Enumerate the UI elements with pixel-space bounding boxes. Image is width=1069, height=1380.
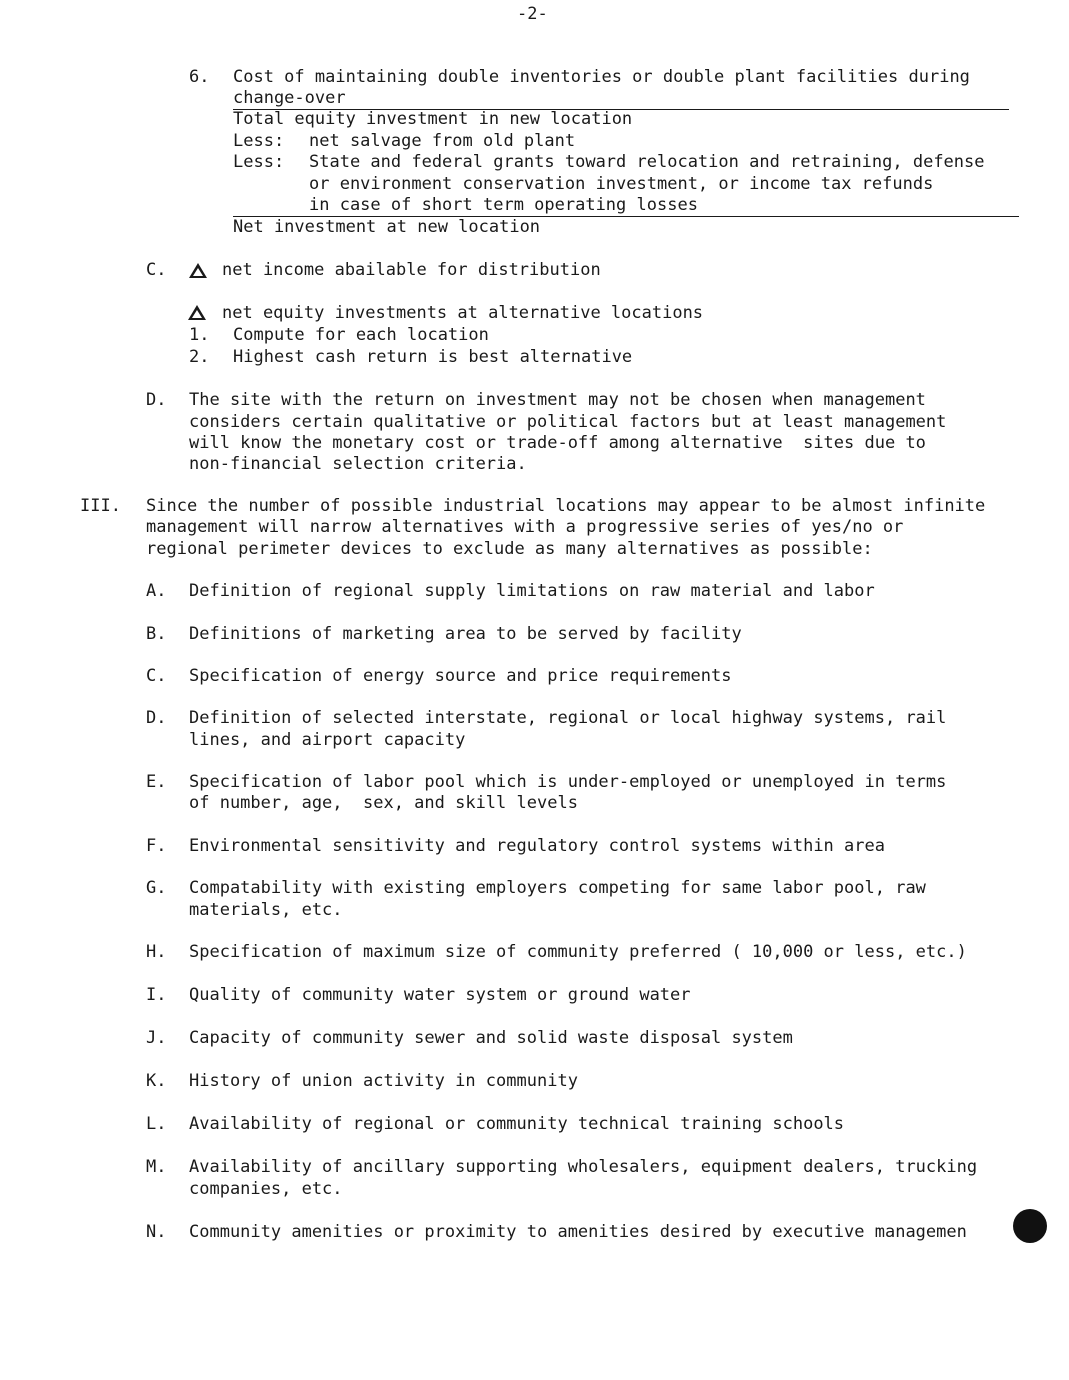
- item-6-line-2: change-over: [233, 88, 346, 108]
- section-d-letter: D.: [146, 390, 167, 410]
- item-h-letter: H.: [146, 942, 167, 962]
- less-1-label: Less:: [233, 131, 285, 151]
- item-g-text-2: materials, etc.: [189, 900, 343, 920]
- item-e-text-2: of number, age, sex, and skill levels: [189, 793, 578, 813]
- item-i-letter: I.: [146, 985, 167, 1005]
- punch-hole-mark: [1013, 1209, 1047, 1243]
- item-c-letter: C.: [146, 666, 167, 686]
- item-b-letter: B.: [146, 624, 167, 644]
- item-f-text: Environmental sensitivity and regulatory control systems within area: [189, 836, 885, 856]
- item-e-text-1: Specification of labor pool which is under-employed or unemployed in terms: [189, 772, 947, 792]
- section-iii-line-2: management will narrow alternatives with a progressive series of yes/no or: [146, 517, 904, 537]
- item-c-text: Specification of energy source and price requirements: [189, 666, 732, 686]
- section-iii-line-3: regional perimeter devices to exclude as many alternatives as possible:: [146, 539, 873, 559]
- section-d-line-3: will know the monetary cost or trade-off among alternative sites due to: [189, 433, 926, 453]
- delta-icon: [188, 305, 206, 320]
- section-d-line-4: non-financial selection criteria.: [189, 454, 527, 474]
- item-n-letter: N.: [146, 1222, 167, 1242]
- less-2-line-3: in case of short term operating losses: [309, 195, 698, 215]
- page-number: -2-: [517, 4, 548, 24]
- item-e-letter: E.: [146, 772, 167, 792]
- item-b-text: Definitions of marketing area to be served by facility: [189, 624, 742, 644]
- item-6-line-1: Cost of maintaining double inventories or double plant facilities during: [233, 67, 970, 87]
- item-d-letter: D.: [146, 708, 167, 728]
- section-c-line-2: net equity investments at alternative locations: [222, 303, 704, 323]
- item-j-text: Capacity of community sewer and solid waste disposal system: [189, 1028, 793, 1048]
- item-k-letter: K.: [146, 1071, 167, 1091]
- section-c-sub-2-text: Highest cash return is best alternative: [233, 347, 633, 367]
- item-6-number: 6.: [189, 67, 210, 87]
- section-d-line-2: considers certain qualitative or political factors but at least management: [189, 412, 947, 432]
- section-iii-numeral: III.: [80, 496, 121, 516]
- section-c-sub-1-text: Compute for each location: [233, 325, 489, 345]
- section-d-line-1: The site with the return on investment may not be chosen when management: [189, 390, 926, 410]
- less-2-line-2: or environment conservation investment, or income tax refunds: [309, 174, 934, 194]
- item-d-text-1: Definition of selected interstate, regional or local highway systems, rail: [189, 708, 947, 728]
- section-c-line-1: net income abailable for distribution: [222, 260, 601, 280]
- item-f-letter: F.: [146, 836, 167, 856]
- section-c-sub-2-number: 2.: [189, 347, 210, 367]
- item-m-letter: M.: [146, 1157, 167, 1177]
- item-a-letter: A.: [146, 581, 167, 601]
- less-1-text: net salvage from old plant: [309, 131, 576, 151]
- item-d-text-2: lines, and airport capacity: [189, 730, 466, 750]
- delta-icon: [189, 263, 207, 278]
- item-j-letter: J.: [146, 1028, 167, 1048]
- section-c-sub-1-number: 1.: [189, 325, 210, 345]
- item-l-text: Availability of regional or community technical training schools: [189, 1114, 845, 1134]
- less-2-line-1: State and federal grants toward relocation and retraining, defense: [309, 152, 985, 172]
- item-m-text-2: companies, etc.: [189, 1179, 343, 1199]
- less-2-label: Less:: [233, 152, 285, 172]
- section-c-letter: C.: [146, 260, 167, 280]
- item-n-text: Community amenities or proximity to amenities desired by executive managemen: [189, 1222, 967, 1242]
- item-a-text: Definition of regional supply limitations on raw material and labor: [189, 581, 875, 601]
- item-g-text-1: Compatability with existing employers competing for same labor pool, raw: [189, 878, 926, 898]
- item-l-letter: L.: [146, 1114, 167, 1134]
- section-iii-line-1: Since the number of possible industrial locations may appear to be almost infinite: [146, 496, 986, 516]
- item-g-letter: G.: [146, 878, 167, 898]
- item-h-text: Specification of maximum size of community preferred ( 10,000 or less, etc.): [189, 942, 967, 962]
- net-investment-line: Net investment at new location: [233, 217, 541, 237]
- total-equity-line: Total equity investment in new location: [233, 109, 633, 129]
- item-k-text: History of union activity in community: [189, 1071, 578, 1091]
- item-m-text-1: Availability of ancillary supporting wholesalers, equipment dealers, trucking: [189, 1157, 978, 1177]
- item-i-text: Quality of community water system or ground water: [189, 985, 691, 1005]
